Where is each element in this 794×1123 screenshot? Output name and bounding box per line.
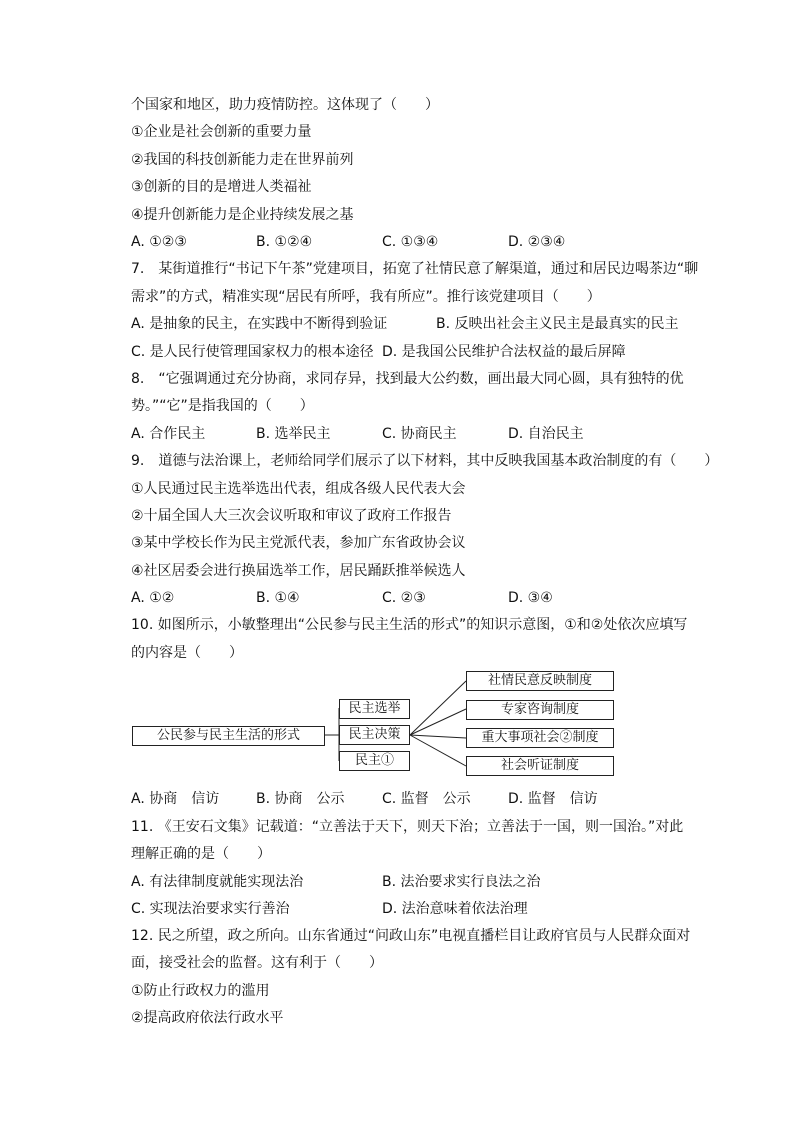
q12-item-2: ②提高政府依法行政水平 — [131, 1010, 284, 1026]
q6-option-b[interactable]: B. ①②④ — [256, 234, 313, 250]
q9-option-a[interactable]: A. ①② — [131, 590, 175, 606]
connector-right-3 — [410, 735, 466, 738]
q6-stem-tail: 个国家和地区，助力疫情防控。这体现了（ ） — [131, 97, 439, 113]
q12-stem-1: 12. 民之所望，政之所向。山东省通过“问政山东”电视直播栏目让政府官员与人民群众面对 — [131, 928, 691, 944]
diagram-right-node-1: 社情民意反映制度 — [466, 671, 614, 691]
q9-option-c[interactable]: C. ②③ — [382, 590, 426, 606]
q6-item-1: ①企业是社会创新的重要力量 — [131, 124, 312, 140]
q8-option-b[interactable]: B. 选举民主 — [256, 426, 331, 442]
q12-item-1: ①防止行政权力的滥用 — [131, 983, 270, 999]
q7-option-a[interactable]: A. 是抽象的民主，在实践中不断得到验证 — [131, 316, 388, 332]
q9-item-3: ③某中学校长作为民主党派代表，参加广东省政协会议 — [131, 535, 466, 551]
diagram-right-node-2: 专家咨询制度 — [466, 700, 614, 720]
q10-option-d[interactable]: D. 监督 信访 — [508, 791, 598, 807]
q10-option-a[interactable]: A. 协商 信访 — [131, 791, 220, 807]
q8-stem-2: 势。”“它”是指我国的（ ） — [131, 398, 314, 414]
q9-option-d[interactable]: D. ③④ — [508, 590, 553, 606]
connector-right-1 — [410, 681, 466, 735]
q6-item-4: ④提升创新能力是企业持续发展之基 — [131, 207, 354, 223]
q6-option-d[interactable]: D. ②③④ — [508, 234, 566, 250]
q11-stem-2: 理解正确的是（ ） — [131, 846, 271, 862]
q9-item-1: ①人民通过民主选举选出代表，组成各级人民代表大会 — [131, 481, 466, 497]
q11-option-b[interactable]: B. 法治要求实行良法之治 — [382, 874, 541, 890]
q11-option-d[interactable]: D. 法治意味着依法治理 — [382, 901, 528, 917]
diagram-mid-node-3: 民主① — [339, 751, 410, 771]
q7-option-d[interactable]: D. 是我国公民维护合法权益的最后屏障 — [382, 344, 626, 360]
q8-option-c[interactable]: C. 协商民主 — [382, 426, 457, 442]
q7-option-c[interactable]: C. 是人民行使管理国家权力的根本途径 — [131, 344, 374, 360]
connector-right-2 — [410, 709, 466, 735]
q10-option-b[interactable]: B. 协商 公示 — [256, 791, 345, 807]
diagram-right-node-4: 社会听证制度 — [466, 756, 614, 776]
q7-option-b[interactable]: B. 反映出社会主义民主是最真实的民主 — [436, 316, 679, 332]
q8-option-d[interactable]: D. 自治民主 — [508, 426, 584, 442]
q6-item-3: ③创新的目的是增进人类福祉 — [131, 179, 312, 195]
q6-option-c[interactable]: C. ①③④ — [382, 234, 439, 250]
q7-stem-2: 需求”的方式，精准实现“居民有所呼，我有所应”。推行该党建项目（ ） — [131, 289, 601, 305]
q7-stem-1: 7. 某街道推行“书记下午茶”党建项目，拓宽了社情民意了解渠道，通过和居民边喝茶边“聊 — [131, 261, 699, 277]
q8-option-a[interactable]: A. 合作民主 — [131, 426, 206, 442]
q11-option-c[interactable]: C. 实现法治要求实行善治 — [131, 901, 290, 917]
q10-stem-2: 的内容是（ ） — [131, 645, 243, 661]
q11-option-a[interactable]: A. 有法律制度就能实现法治 — [131, 874, 304, 890]
diagram-root-node: 公民参与民主生活的形式 — [132, 726, 325, 746]
diagram-mid-node-2: 民主决策 — [339, 725, 410, 745]
q9-item-4: ④社区居委会进行换届选举工作，居民踊跃推举候选人 — [131, 563, 466, 579]
connector-right-4 — [410, 735, 466, 766]
q6-item-2: ②我国的科技创新能力走在世界前列 — [131, 152, 354, 168]
q11-stem-1: 11. 《王安石文集》记载道：“立善法于天下，则天下治；立善法于一国，则一国治。”对此 — [131, 819, 684, 835]
diagram-mid-node-1: 民主选举 — [339, 699, 410, 719]
q10-stem-1: 10. 如图所示，小敏整理出“公民参与民主生活的形式”的知识示意图，①和②处依次应填写 — [131, 617, 688, 633]
q9-stem: 9. 道德与法治课上，老师给同学们展示了以下材料，其中反映我国基本政治制度的有（ ） — [131, 453, 719, 469]
diagram-right-node-3: 重大事项社会②制度 — [466, 728, 614, 748]
q12-stem-2: 面，接受社会的监督。这有利于（ ） — [131, 955, 383, 971]
q10-option-c[interactable]: C. 监督 公示 — [382, 791, 471, 807]
q9-option-b[interactable]: B. ①④ — [256, 590, 300, 606]
q6-option-a[interactable]: A. ①②③ — [131, 234, 187, 250]
q9-item-2: ②十届全国人大三次会议听取和审议了政府工作报告 — [131, 508, 452, 524]
q8-stem-1: 8. “它强调通过充分协商，求同存异，找到最大公约数，画出最大同心圆，具有独特的优 — [131, 371, 684, 387]
